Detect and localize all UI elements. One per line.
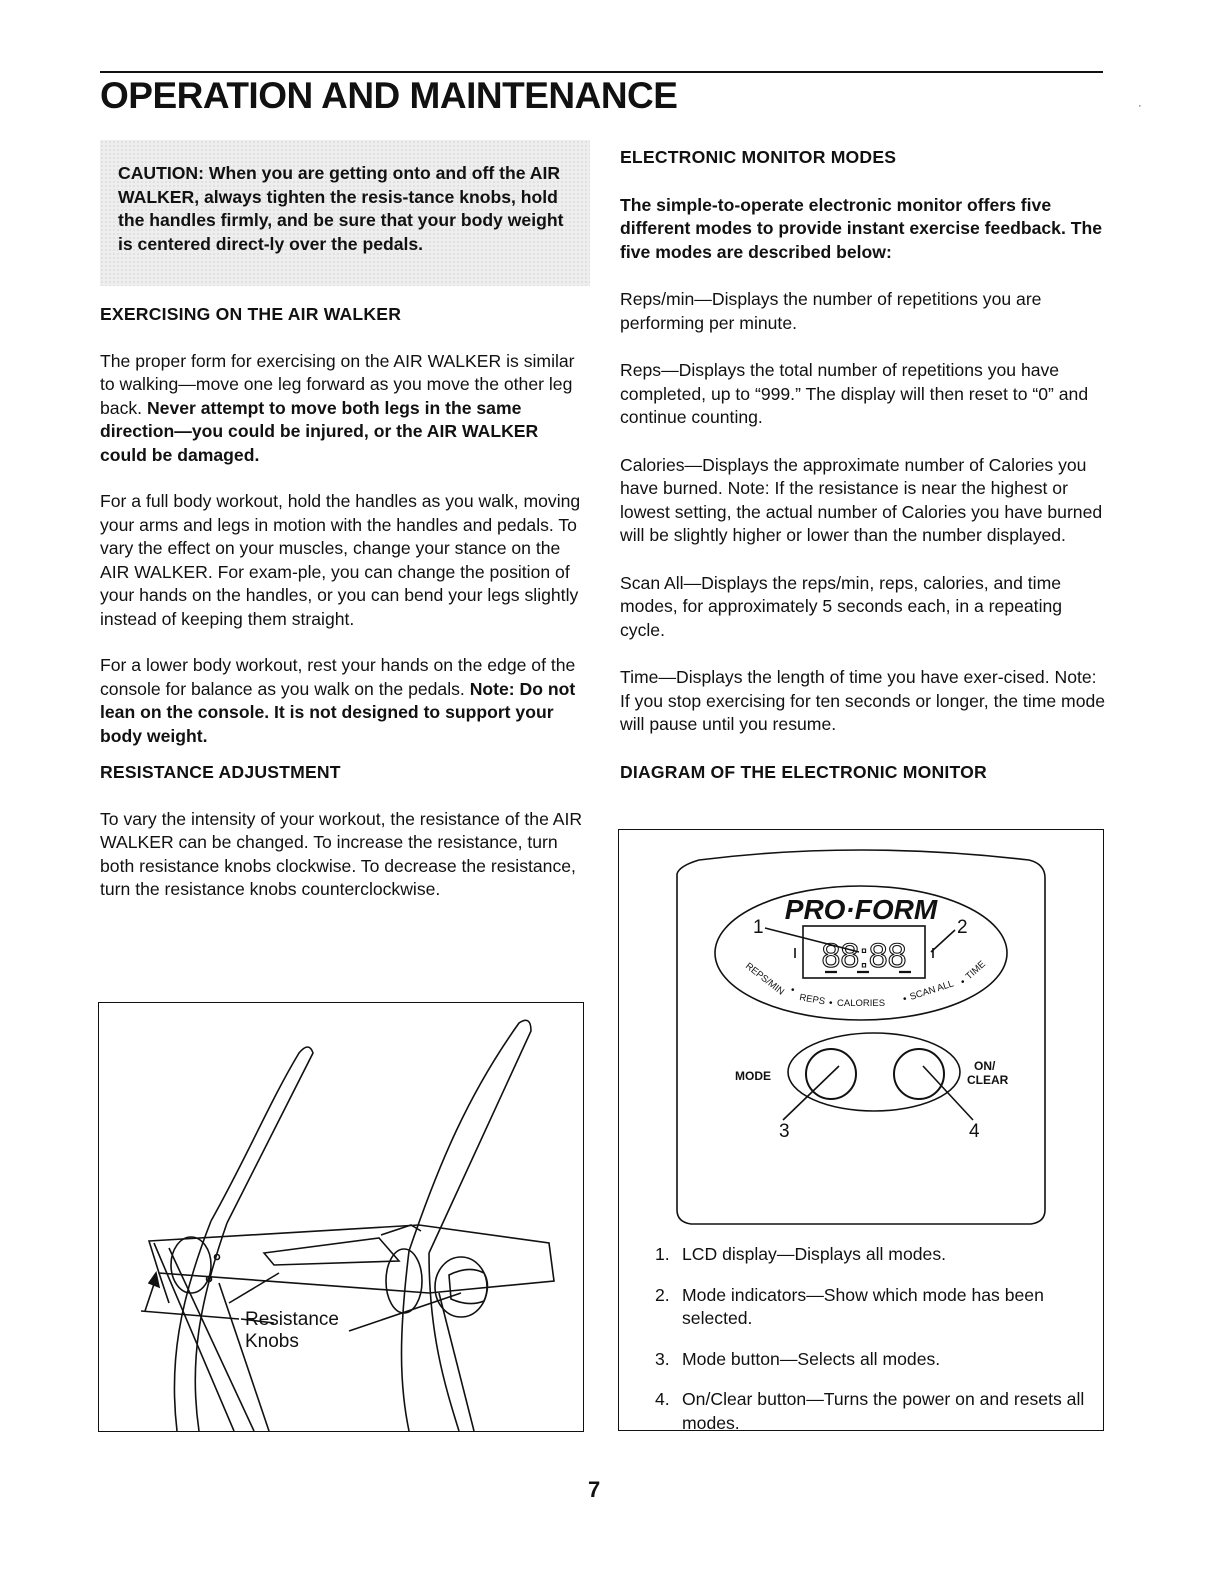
svg-text:•: • xyxy=(791,985,795,996)
page-title: OPERATION AND MAINTENANCE xyxy=(100,75,678,116)
brand-logo: PRO·FORM xyxy=(784,894,938,925)
mode-description-scan-all: Scan All—Displays the reps/min, reps, calories, and time modes, for approximately 5 seconds each, in a repeating cycle. xyxy=(620,572,1063,640)
callout-3: 3 xyxy=(779,1121,790,1142)
resistance-knobs-label-line-1: Resistance xyxy=(245,1309,339,1330)
section-heading-resistance: RESISTANCE ADJUSTMENT xyxy=(100,762,341,782)
air-walker-illustration xyxy=(98,1002,584,1432)
mode-description-reps: Reps—Displays the total number of repetitions you have completed, up to “999.” The display will then reset to “0” and continue counting. xyxy=(620,360,1089,427)
right-column xyxy=(620,146,1110,784)
legend-text: Mode indicators—Show which mode has been selected. xyxy=(682,1284,1044,1328)
exercising-paragraph-3 xyxy=(100,654,590,748)
svg-text:•: • xyxy=(829,998,833,1009)
button-panel xyxy=(788,1033,960,1111)
resistance-knobs-label-line-2: Knobs xyxy=(245,1331,299,1352)
scan-artifact: · xyxy=(1138,100,1142,112)
mode-description-calories: Calories—Displays the approximate number of Calories you have burned. Note: If the resistance is near the highest or lowest setting, the actual number of Calories you have burned will be slightly higher or lower than the number displayed. xyxy=(620,454,1103,545)
mode-label-reps-min: REPS/MIN xyxy=(743,960,787,998)
exercising-p3-text: For a lower body workout, rest your hands on the edge of the console for balance as you walk on the pedals. xyxy=(100,655,576,699)
air-walker-drawing xyxy=(99,1003,583,1431)
callout-2: 2 xyxy=(957,917,968,938)
svg-text:•: • xyxy=(903,994,907,1005)
mode-label-reps: REPS xyxy=(798,992,826,1008)
on-clear-button[interactable] xyxy=(894,1049,944,1099)
legend-item xyxy=(655,1284,1095,1331)
legend-number: 4. xyxy=(655,1389,670,1409)
page-number: 7 xyxy=(588,1477,601,1502)
diagram-legend xyxy=(655,1243,1095,1452)
mode-description-reps-min: Reps/min—Displays the number of repetitions you are performing per minute. xyxy=(620,289,1042,333)
on-clear-label-line-1: ON/ xyxy=(974,1059,996,1073)
lcd-digits: 88:88 xyxy=(821,937,907,975)
exercising-paragraph-2: For a full body workout, hold the handles as you walk, moving your arms and legs in motion with the handles and pedals. To vary the effect on your muscles, change your stance on the AIR WALKER. For exam-ple, you can change the position of your hands on the handles, or you can bend your legs slightly instead of keeping them straight. xyxy=(100,491,581,629)
mode-label-calories: CALORIES xyxy=(837,998,886,1009)
caution-box: CAUTION: When you are getting onto and off the AIR WALKER, always tighten the resis-tance knobs, hold the handles firmly, and be sure that your body weight is centered direct-ly over the pedals. xyxy=(100,140,590,286)
svg-text:•: • xyxy=(961,977,965,988)
mode-label-time: TIME xyxy=(963,958,988,983)
legend-item xyxy=(655,1243,1095,1267)
section-heading-monitor-modes: ELECTRONIC MONITOR MODES xyxy=(620,147,897,167)
exercising-p1-text: The proper form for exercising on the AIR WALKER is similar to walking—move one leg forward as you move the other leg back. xyxy=(100,350,575,418)
section-heading-exercising: EXERCISING ON THE AIR WALKER xyxy=(100,304,402,324)
legend-text: LCD display—Displays all modes. xyxy=(682,1244,947,1264)
left-column xyxy=(100,140,590,902)
legend-number: 1. xyxy=(655,1244,670,1264)
legend-item xyxy=(655,1388,1095,1435)
mode-button-label: MODE xyxy=(735,1069,771,1083)
section-heading-diagram: DIAGRAM OF THE ELECTRONIC MONITOR xyxy=(620,761,987,782)
legend-text: Mode button—Selects all modes. xyxy=(682,1348,941,1369)
exercising-paragraph-1 xyxy=(100,350,590,468)
exercising-p3-note: Note: Do not lean on the console. It is not designed to support your body weight. xyxy=(100,678,576,746)
legend-item xyxy=(655,1348,1095,1372)
monitor-intro: The simple-to-operate electronic monitor offers five different modes to provide instant exercise feedback. The five modes are described below: xyxy=(620,194,1103,262)
legend-text: On/Clear button—Turns the power on and resets all modes. xyxy=(682,1389,1085,1433)
legend-number: 3. xyxy=(655,1348,670,1369)
callout-1: 1 xyxy=(753,917,764,938)
resistance-paragraph: To vary the intensity of your workout, the resistance of the AIR WALKER can be changed. To increase the resistance, turn both resistance knobs clockwise. To decrease the resistance, turn the resistance knobs counterclockwise. xyxy=(100,808,583,899)
mode-label-scan-all: SCAN ALL xyxy=(908,978,956,1003)
header-rule xyxy=(100,71,1103,73)
monitor-drawing xyxy=(619,830,1103,1240)
mode-description-time: Time—Displays the length of time you have exer-cised. Note: If you stop exercising for ten seconds or longer, the time mode will pause until you resume. xyxy=(620,667,1106,734)
legend-number: 2. xyxy=(655,1284,670,1305)
on-clear-label-line-2: CLEAR xyxy=(967,1073,1009,1087)
callout-4: 4 xyxy=(969,1121,980,1142)
exercising-p1-warning: Never attempt to move both legs in the same direction—you could be injured, or the AIR WALKER could be damaged. xyxy=(100,397,539,465)
